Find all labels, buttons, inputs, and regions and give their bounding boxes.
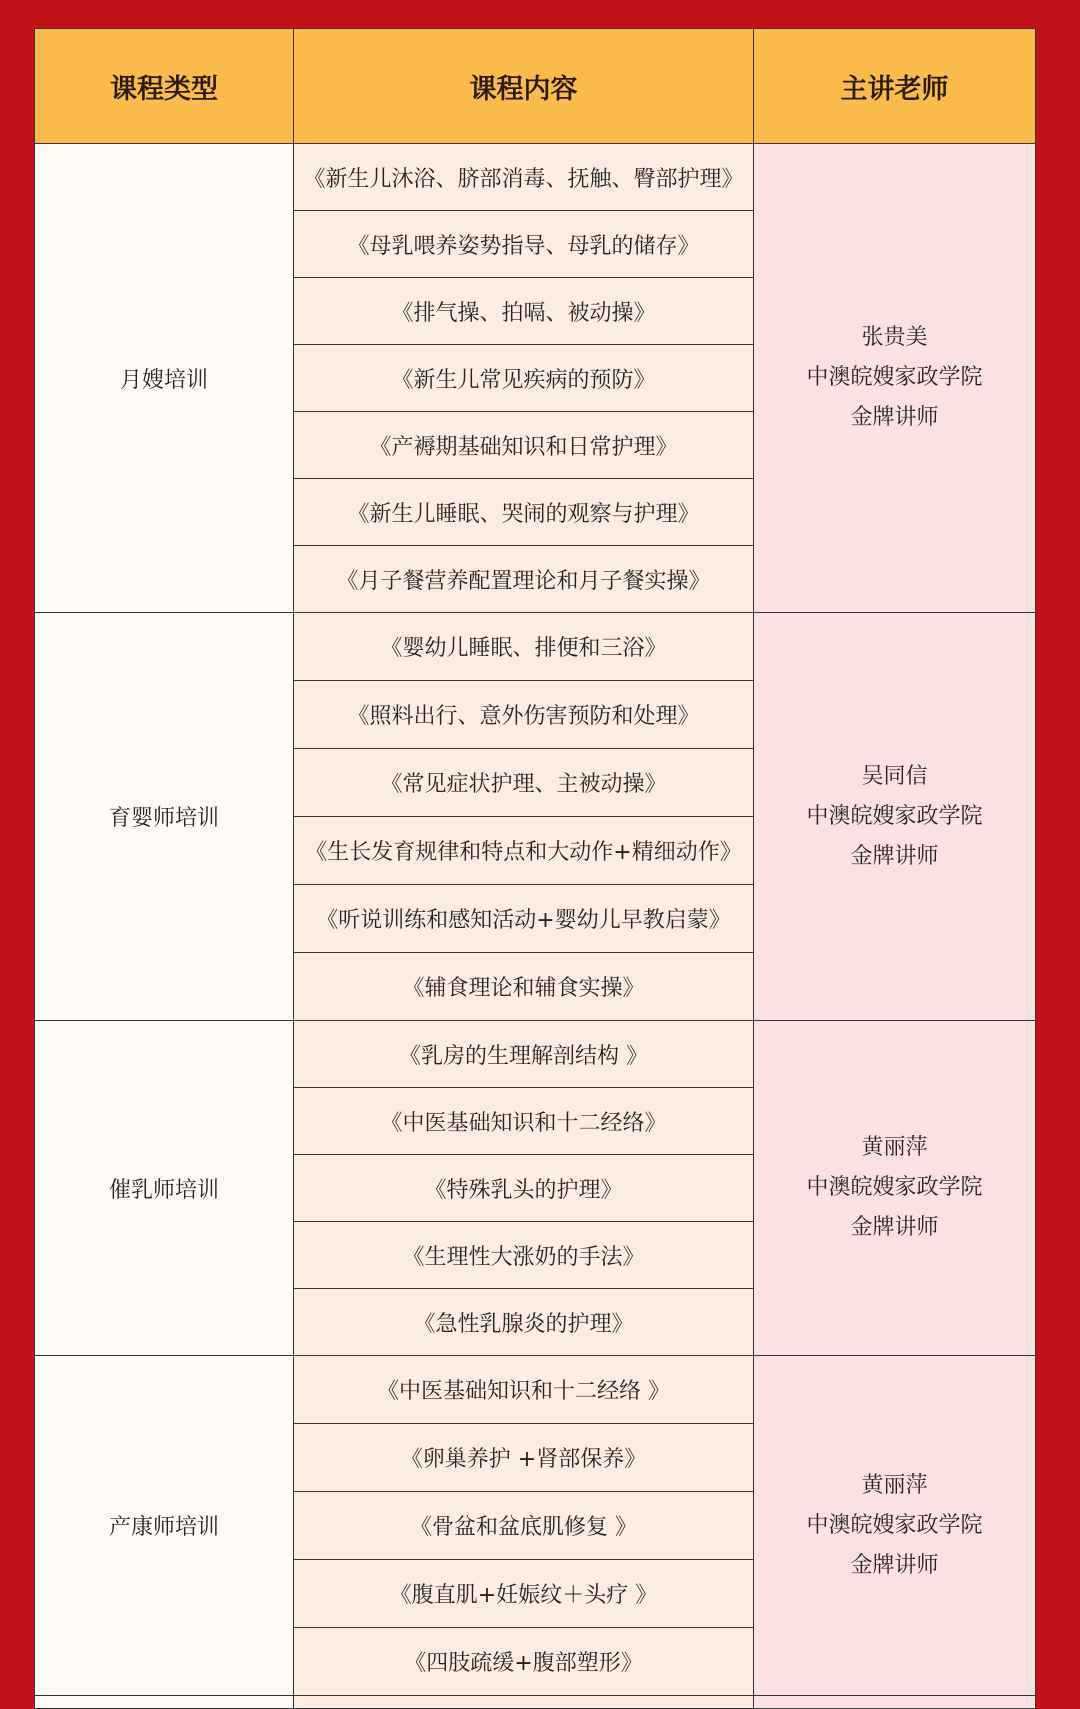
- table-row: [35, 1356, 1036, 1424]
- course-item: 《特殊乳头的护理》: [294, 1155, 754, 1222]
- course-type-cell: 月嫂培训: [35, 144, 294, 613]
- course-item: 《母乳喂养姿势指导、母乳的储存》: [294, 211, 754, 278]
- teacher-org: 中澳皖嫂家政学院: [806, 1175, 983, 1200]
- teacher-name: 张贵美: [861, 325, 928, 350]
- course-item: 《照料出行、意外伤害预防和处理》: [294, 681, 754, 749]
- teacher-name: 黄丽萍: [861, 1135, 928, 1160]
- header-teacher: 主讲老师: [754, 29, 1036, 144]
- section-cuirushi: [35, 1021, 1036, 1356]
- course-type-cell-partial: [35, 1696, 294, 1709]
- course-item: 《新生儿睡眠、哭闹的观察与护理》: [294, 479, 754, 546]
- course-item: 《四肢疏缓+腹部塑形》: [294, 1628, 754, 1696]
- teacher-title: 金牌讲师: [850, 843, 939, 869]
- table-row: [35, 613, 1036, 681]
- course-item: 《生理性大涨奶的手法》: [294, 1222, 754, 1289]
- teacher-org: 中澳皖嫂家政学院: [806, 365, 983, 390]
- course-item: 《新生儿常见疾病的预防》: [294, 345, 754, 412]
- teacher-title: 金牌讲师: [850, 1552, 939, 1578]
- teacher-title: 金牌讲师: [850, 1215, 939, 1240]
- course-item: 《月子餐营养配置理论和月子餐实操》: [294, 546, 754, 613]
- course-item: 《排气操、拍嗝、被动操》: [294, 278, 754, 345]
- course-table-frame: [34, 28, 1035, 1705]
- teacher-cell-partial: [754, 1696, 1036, 1709]
- table-row: [35, 1696, 1036, 1709]
- teacher-name: 黄丽萍: [861, 1472, 928, 1498]
- section-yuesao: [35, 144, 1036, 613]
- course-item: 《乳房的生理解剖结构 》: [294, 1021, 754, 1088]
- section-next-cut-off: [35, 1696, 1036, 1709]
- header-course-type: 课程类型: [35, 29, 294, 144]
- table-row: [35, 144, 1036, 211]
- course-item-partial: [294, 1696, 754, 1709]
- teacher-org: 中澳皖嫂家政学院: [806, 1512, 983, 1538]
- course-item: 《腹直肌+妊娠纹＋头疗 》: [294, 1560, 754, 1628]
- section-chankangshi: [35, 1356, 1036, 1696]
- course-item: 《中医基础知识和十二经络》: [294, 1088, 754, 1155]
- teacher-name: 吴同信: [861, 763, 928, 789]
- course-item: 《产褥期基础知识和日常护理》: [294, 412, 754, 479]
- course-table: [34, 28, 1036, 1709]
- teacher-org: 中澳皖嫂家政学院: [806, 803, 983, 829]
- course-item: 《卵巢养护 +肾部保养》: [294, 1424, 754, 1492]
- course-item: 《急性乳腺炎的护理》: [294, 1289, 754, 1356]
- course-item: 《辅食理论和辅食实操》: [294, 953, 754, 1021]
- course-item: 《常见症状护理、主被动操》: [294, 749, 754, 817]
- teacher-cell: [754, 144, 1036, 613]
- course-item: 《新生儿沐浴、脐部消毒、抚触、臀部护理》: [294, 144, 754, 211]
- course-item: 《中医基础知识和十二经络 》: [294, 1356, 754, 1424]
- course-type-cell: 产康师培训: [35, 1356, 294, 1696]
- table-header-row: [35, 29, 1036, 144]
- section-yuyingshi: [35, 613, 1036, 1021]
- teacher-title: 金牌讲师: [850, 405, 939, 430]
- course-type-cell: 催乳师培训: [35, 1021, 294, 1356]
- header-course-content: 课程内容: [294, 29, 754, 144]
- teacher-cell: [754, 1356, 1036, 1696]
- course-type-cell: 育婴师培训: [35, 613, 294, 1021]
- course-item: 《婴幼儿睡眠、排便和三浴》: [294, 613, 754, 681]
- course-item: 《生长发育规律和特点和大动作+精细动作》: [294, 817, 754, 885]
- teacher-cell: [754, 1021, 1036, 1356]
- table-row: [35, 1021, 1036, 1088]
- course-item: 《听说训练和感知活动+婴幼儿早教启蒙》: [294, 885, 754, 953]
- teacher-cell: [754, 613, 1036, 1021]
- course-item: 《骨盆和盆底肌修复 》: [294, 1492, 754, 1560]
